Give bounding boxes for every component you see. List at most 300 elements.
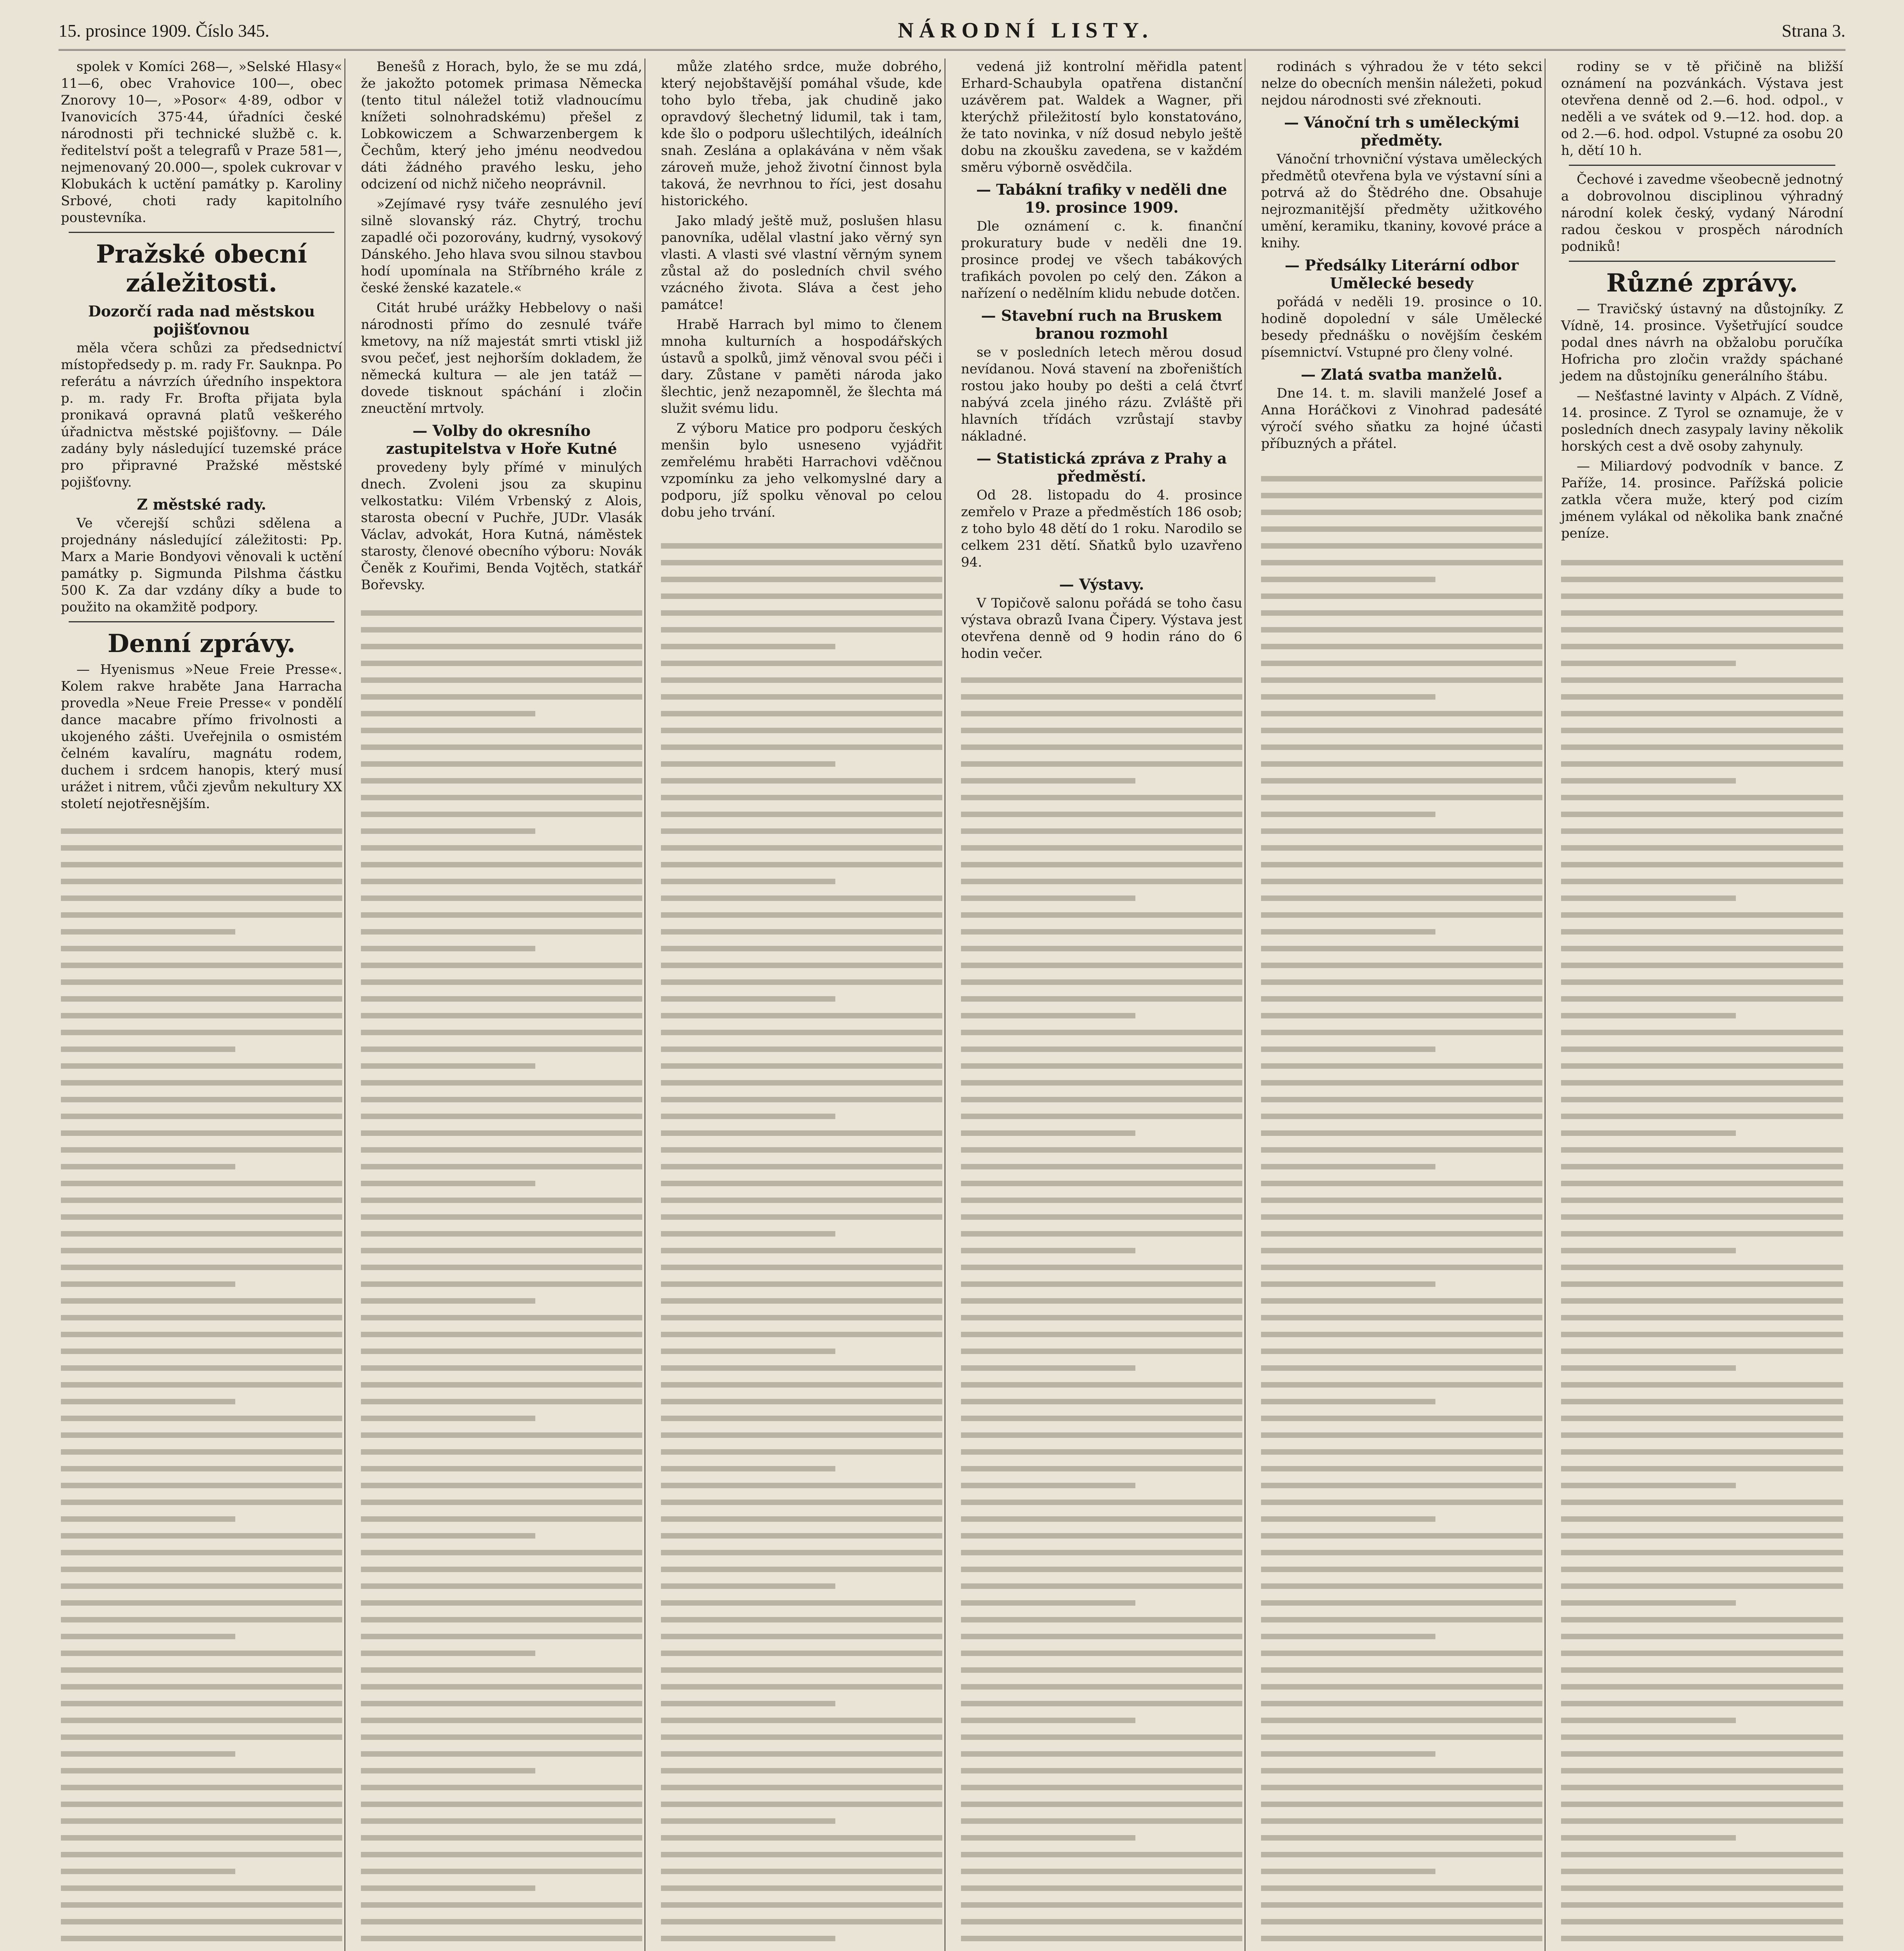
text-line-placeholder bbox=[1561, 1063, 1843, 1069]
text-line-placeholder bbox=[1261, 1567, 1542, 1572]
text-line-placeholder bbox=[61, 1600, 342, 1606]
text-line-placeholder bbox=[361, 1835, 642, 1841]
text-line-placeholder bbox=[961, 1936, 1242, 1941]
text-line-placeholder bbox=[1561, 1734, 1843, 1740]
text-line-placeholder bbox=[1261, 1248, 1542, 1253]
text-line-placeholder bbox=[361, 778, 642, 784]
text-line-placeholder bbox=[1561, 1365, 1736, 1371]
text-line-placeholder bbox=[661, 1365, 942, 1371]
text-line-placeholder bbox=[961, 1332, 1242, 1337]
appeal-paragraph: Čechové i zavedme všeobecně jednotný a dobrovolnou disciplinou výhradný národní kolek český, vydaný Národní radou českou v prospěch národních podniků! bbox=[1561, 172, 1843, 254]
text-line-placeholder bbox=[1561, 1449, 1843, 1455]
text-line-placeholder bbox=[961, 1063, 1242, 1069]
text-line-placeholder bbox=[961, 728, 1242, 733]
text-line-placeholder bbox=[361, 1063, 535, 1069]
text-line-placeholder bbox=[361, 1483, 642, 1488]
text-line-placeholder bbox=[1561, 1047, 1843, 1052]
text-line-placeholder bbox=[61, 1449, 342, 1455]
text-line-placeholder bbox=[1261, 745, 1542, 750]
text-line-placeholder bbox=[661, 946, 942, 951]
text-line-placeholder bbox=[1561, 912, 1843, 918]
text-line-placeholder bbox=[1261, 1684, 1542, 1690]
text-line-placeholder bbox=[361, 1332, 642, 1337]
text-line-placeholder bbox=[61, 946, 342, 951]
text-line-placeholder bbox=[1561, 996, 1843, 1002]
text-line-placeholder bbox=[61, 1718, 342, 1723]
text-line-placeholder bbox=[361, 745, 642, 750]
text-line-placeholder bbox=[61, 1617, 342, 1622]
text-line-placeholder bbox=[961, 1198, 1242, 1203]
text-line-placeholder bbox=[661, 1164, 942, 1169]
text-line-placeholder bbox=[1261, 1885, 1542, 1891]
text-line-placeholder bbox=[361, 1181, 535, 1186]
text-line-placeholder bbox=[661, 1567, 942, 1572]
section-heading: Denní zprávy. bbox=[107, 629, 296, 658]
text-line-placeholder bbox=[61, 1281, 235, 1287]
text-line-placeholder bbox=[661, 1332, 942, 1337]
text-line-placeholder bbox=[61, 1399, 235, 1404]
text-line-placeholder bbox=[661, 1114, 835, 1119]
text-line-placeholder bbox=[361, 912, 642, 918]
text-line-placeholder bbox=[61, 1047, 235, 1052]
text-line-placeholder bbox=[1561, 677, 1843, 683]
text-line-placeholder bbox=[961, 1114, 1242, 1119]
text-line-placeholder bbox=[961, 694, 1242, 700]
text-line-placeholder bbox=[361, 1852, 642, 1857]
text-line-placeholder bbox=[961, 946, 1242, 951]
text-line-placeholder bbox=[1561, 1248, 1736, 1253]
text-line-placeholder bbox=[961, 996, 1242, 1002]
text-line-placeholder bbox=[1261, 493, 1542, 498]
text-line-placeholder bbox=[961, 711, 1242, 716]
text-line-placeholder bbox=[1561, 1265, 1843, 1270]
text-line-placeholder bbox=[361, 661, 642, 666]
text-line-placeholder bbox=[1261, 661, 1542, 666]
text-line-placeholder bbox=[661, 1902, 942, 1908]
text-line-placeholder bbox=[61, 1885, 342, 1891]
text-line-placeholder bbox=[361, 929, 642, 935]
text-line-placeholder bbox=[1261, 728, 1542, 733]
text-line-placeholder bbox=[1561, 1869, 1843, 1874]
text-line-placeholder bbox=[661, 1265, 942, 1270]
text-line-placeholder bbox=[1561, 1567, 1843, 1572]
text-line-placeholder bbox=[361, 1349, 642, 1354]
text-line-placeholder bbox=[1261, 1667, 1542, 1673]
paragraph: pořádá v neděli 19. prosince o 10. hodině dopolední v sále Umělecké besedy přednášku o novějším českém písemnictví. Vstupné pro členy volné. bbox=[1261, 294, 1542, 360]
text-line-placeholder bbox=[61, 896, 342, 901]
text-line-placeholder bbox=[1561, 1097, 1843, 1102]
remaining-text bbox=[1561, 560, 1843, 1951]
text-line-placeholder bbox=[661, 1617, 942, 1622]
text-line-placeholder bbox=[61, 1734, 342, 1740]
subheading: — Volby do okresního zastupitelstva v Hoře Kutné bbox=[386, 422, 617, 457]
text-line-placeholder bbox=[661, 1667, 942, 1673]
text-line-placeholder bbox=[961, 1835, 1135, 1841]
text-line-placeholder bbox=[61, 1315, 342, 1320]
remaining-text bbox=[961, 677, 1242, 1951]
text-line-placeholder bbox=[361, 728, 642, 733]
paragraph: — Hyenismus »Neue Freie Presse«. Kolem rakve hraběte Jana Harracha provedla »Neue Freie Presse« v pondělí dance macabre přímo frivolnosti a ukojeného zášti. Uveřejnila o osmistém čelném kavalíru, magnátu rodem, duchem i srdcem hanopis, který musí urážet i nitrem, vůči zjevům nekultury XX století nejotřesnějším. bbox=[61, 662, 342, 812]
text-line-placeholder bbox=[361, 711, 535, 716]
text-line-placeholder bbox=[661, 1533, 942, 1539]
text-line-placeholder bbox=[1261, 1097, 1542, 1102]
text-line-placeholder bbox=[361, 1869, 642, 1874]
text-line-placeholder bbox=[1261, 1919, 1542, 1924]
text-line-placeholder bbox=[661, 543, 942, 549]
text-line-placeholder bbox=[661, 778, 942, 784]
text-line-placeholder bbox=[661, 1651, 942, 1656]
text-line-placeholder bbox=[1261, 593, 1542, 599]
remaining-text bbox=[61, 828, 342, 1951]
text-line-placeholder bbox=[1561, 862, 1843, 867]
text-line-placeholder bbox=[361, 1718, 642, 1723]
text-line-placeholder bbox=[1261, 526, 1542, 532]
text-line-placeholder bbox=[1561, 1298, 1843, 1304]
text-line-placeholder bbox=[361, 1734, 642, 1740]
text-line-placeholder bbox=[661, 1399, 942, 1404]
text-line-placeholder bbox=[361, 979, 642, 985]
text-line-placeholder bbox=[1561, 1181, 1843, 1186]
text-line-placeholder bbox=[61, 1030, 342, 1035]
text-line-placeholder bbox=[961, 1718, 1135, 1723]
text-line-placeholder bbox=[61, 1332, 342, 1337]
text-line-placeholder bbox=[361, 610, 642, 616]
text-line-placeholder bbox=[661, 1869, 942, 1874]
text-line-placeholder bbox=[61, 1869, 235, 1874]
text-line-placeholder bbox=[361, 1214, 642, 1220]
text-line-placeholder bbox=[661, 1919, 942, 1924]
text-line-placeholder bbox=[1561, 1466, 1843, 1471]
text-line-placeholder bbox=[961, 1634, 1242, 1639]
text-line-placeholder bbox=[661, 1718, 942, 1723]
text-line-placeholder bbox=[361, 828, 535, 834]
text-line-placeholder bbox=[661, 1382, 942, 1388]
text-line-placeholder bbox=[1561, 1533, 1843, 1539]
text-line-placeholder bbox=[961, 929, 1242, 935]
text-line-placeholder bbox=[61, 1483, 342, 1488]
text-line-placeholder bbox=[661, 828, 942, 834]
text-line-placeholder bbox=[1561, 1349, 1843, 1354]
text-line-placeholder bbox=[361, 1449, 642, 1455]
text-line-placeholder bbox=[661, 795, 942, 800]
text-line-placeholder bbox=[1261, 1382, 1542, 1388]
paragraph: spolek v Komíci 268—, »Selské Hlasy« 11—6, obec Vrahovice 100—, obec Znorovy 10—, »Posor« 4·89, odbor v Ivanovicích 375·44, úřadníci české národnosti při technické službě c. k. ředitelství pošt a telegrafů v Praze 581—, nejmenovaný 20.000—, spolek cukrovar v Klobukách k uctění památky p. Karoliny Srbové, choti rady kapitolního poustevníka. bbox=[61, 59, 342, 226]
text-line-placeholder bbox=[61, 1751, 235, 1757]
issue-date: 15. prosince 1909. Číslo 345. bbox=[59, 20, 270, 41]
text-line-placeholder bbox=[1561, 1315, 1843, 1320]
text-line-placeholder bbox=[361, 1768, 535, 1773]
text-line-placeholder bbox=[1261, 1869, 1435, 1874]
text-line-placeholder bbox=[661, 1600, 942, 1606]
text-line-placeholder bbox=[961, 1013, 1135, 1018]
text-line-placeholder bbox=[1561, 1432, 1843, 1438]
text-line-placeholder bbox=[1561, 694, 1843, 700]
text-line-placeholder bbox=[1561, 896, 1736, 901]
text-line-placeholder bbox=[661, 1768, 942, 1773]
text-line-placeholder bbox=[61, 1818, 342, 1824]
subheading: — Tabákní trafiky v neděli dne 19. prosince 1909. bbox=[976, 181, 1227, 216]
paragraph: Ve včerejší schůzi sdělena a projednány následující záležitosti: Pp. Marx a Marie Bondyovi věnovali k uctění památky p. Sigmunda Pilshma částku 500 K. Za dar vzdány díky a bude to použito na okamžitě podpory. bbox=[61, 515, 342, 615]
text-line-placeholder bbox=[961, 1902, 1242, 1908]
text-line-placeholder bbox=[661, 560, 942, 565]
text-line-placeholder bbox=[661, 1835, 942, 1841]
text-line-placeholder bbox=[361, 1315, 642, 1320]
text-line-placeholder bbox=[61, 996, 342, 1002]
text-line-placeholder bbox=[961, 1567, 1242, 1572]
text-line-placeholder bbox=[1261, 845, 1542, 851]
text-line-placeholder bbox=[961, 1097, 1242, 1102]
text-line-placeholder bbox=[961, 1265, 1242, 1270]
paragraph: může zlatého srdce, muže dobrého, který nejobštavější pomáhal všude, kde toho bylo třeba, jak chudině jako opravdový šlechetný lidumil, tak i tam, kde šlo o podporu ušlechtilých, ideálních snah. Zeslána a oplakávána v něm však zároveň muže, jehož životní činnost byla taková, že nevrhnou to říci, jest dosahu historického. bbox=[661, 59, 942, 209]
text-line-placeholder bbox=[1261, 1315, 1542, 1320]
paragraph: Citát hrubé urážky Hebbelovy o naši národnosti přímo do zesnulé tváře kmetovy, na níž majestát smrti vtiskl již svou pečeť, jest nejhorším dokladem, že německá kultura — ale jen tatáž — dovede tisknout spáchání i zločin zneuctění mrtvoly. bbox=[361, 300, 642, 416]
text-line-placeholder bbox=[61, 1550, 342, 1555]
text-line-placeholder bbox=[961, 862, 1242, 867]
column-3 bbox=[659, 59, 945, 1951]
text-line-placeholder bbox=[1261, 1365, 1542, 1371]
divider bbox=[1569, 165, 1835, 166]
text-line-placeholder bbox=[1561, 1667, 1843, 1673]
text-line-placeholder bbox=[61, 1936, 342, 1941]
text-line-placeholder bbox=[1561, 1617, 1843, 1622]
text-line-placeholder bbox=[1261, 1500, 1542, 1505]
text-line-placeholder bbox=[361, 1634, 642, 1639]
text-line-placeholder bbox=[961, 979, 1242, 985]
text-line-placeholder bbox=[1261, 1130, 1542, 1136]
text-line-placeholder bbox=[1261, 1449, 1542, 1455]
text-line-placeholder bbox=[961, 1667, 1242, 1673]
column-4 bbox=[959, 59, 1245, 1951]
remaining-text bbox=[361, 610, 642, 1951]
text-line-placeholder bbox=[961, 1298, 1242, 1304]
text-line-placeholder bbox=[61, 1432, 342, 1438]
text-line-placeholder bbox=[61, 1500, 342, 1505]
text-line-placeholder bbox=[1261, 862, 1542, 867]
text-line-placeholder bbox=[1561, 1281, 1843, 1287]
text-line-placeholder bbox=[361, 1147, 642, 1153]
text-line-placeholder bbox=[61, 1063, 342, 1069]
text-line-placeholder bbox=[961, 1466, 1242, 1471]
text-line-placeholder bbox=[1561, 1885, 1843, 1891]
text-line-placeholder bbox=[361, 862, 642, 867]
text-line-placeholder bbox=[1261, 627, 1542, 633]
text-line-placeholder bbox=[1561, 1751, 1843, 1757]
column-5 bbox=[1259, 59, 1545, 1951]
text-line-placeholder bbox=[661, 1231, 835, 1237]
text-line-placeholder bbox=[1261, 996, 1542, 1002]
text-line-placeholder bbox=[961, 1349, 1242, 1354]
text-line-placeholder bbox=[361, 1567, 642, 1572]
text-line-placeholder bbox=[61, 1231, 342, 1237]
text-line-placeholder bbox=[1561, 1164, 1843, 1169]
text-line-placeholder bbox=[361, 795, 642, 800]
text-line-placeholder bbox=[361, 1432, 642, 1438]
text-line-placeholder bbox=[61, 1516, 235, 1522]
text-line-placeholder bbox=[661, 1181, 942, 1186]
text-line-placeholder bbox=[661, 1416, 942, 1421]
text-line-placeholder bbox=[661, 593, 942, 599]
text-line-placeholder bbox=[361, 1500, 642, 1505]
text-line-placeholder bbox=[361, 1114, 642, 1119]
text-line-placeholder bbox=[61, 1684, 342, 1690]
text-line-placeholder bbox=[61, 1080, 342, 1086]
text-line-placeholder bbox=[1561, 1500, 1843, 1505]
text-line-placeholder bbox=[961, 1600, 1135, 1606]
text-line-placeholder bbox=[961, 1483, 1135, 1488]
text-line-placeholder bbox=[61, 963, 342, 968]
text-line-placeholder bbox=[361, 1080, 642, 1086]
text-line-placeholder bbox=[661, 896, 942, 901]
text-line-placeholder bbox=[661, 577, 942, 582]
text-line-placeholder bbox=[1261, 1164, 1435, 1169]
text-line-placeholder bbox=[661, 1751, 942, 1757]
text-line-placeholder bbox=[61, 1147, 342, 1153]
text-line-placeholder bbox=[361, 845, 642, 851]
text-line-placeholder bbox=[1261, 1651, 1542, 1656]
text-line-placeholder bbox=[361, 1013, 642, 1018]
text-line-placeholder bbox=[1561, 979, 1843, 985]
text-line-placeholder bbox=[1561, 761, 1843, 767]
text-line-placeholder bbox=[961, 1802, 1242, 1807]
text-line-placeholder bbox=[961, 1399, 1242, 1404]
text-line-placeholder bbox=[1261, 1298, 1542, 1304]
text-line-placeholder bbox=[661, 1885, 942, 1891]
text-line-placeholder bbox=[1261, 1080, 1542, 1086]
text-line-placeholder bbox=[1261, 1030, 1542, 1035]
subheading: — Zlatá svatba manželů. bbox=[1300, 366, 1503, 383]
text-line-placeholder bbox=[661, 879, 835, 884]
text-line-placeholder bbox=[961, 963, 1242, 968]
text-line-placeholder bbox=[361, 896, 642, 901]
text-line-placeholder bbox=[1261, 1147, 1542, 1153]
text-line-placeholder bbox=[61, 1248, 342, 1253]
text-line-placeholder bbox=[1261, 1332, 1542, 1337]
paragraph: Od 28. listopadu do 4. prosince zemřelo v Praze a předměstích 186 osob; z toho bylo 48 dětí do 1 roku. Narodilo se celkem 231 dětí. Sňatků bylo uzavřeno 94. bbox=[961, 487, 1242, 570]
text-line-placeholder bbox=[661, 1198, 942, 1203]
text-line-placeholder bbox=[361, 1399, 642, 1404]
text-line-placeholder bbox=[1261, 1214, 1542, 1220]
paragraph: Z výboru Matice pro podporu českých menšin bylo usneseno vyjádřit zemřelému hraběti Harrachovi vděčnou vzpomínku za jeho velkomyslné dary a podporu, jíž spolku věnoval po celou dobu jeho trvání. bbox=[661, 421, 942, 520]
text-line-placeholder bbox=[661, 812, 942, 817]
text-line-placeholder bbox=[1261, 879, 1542, 884]
text-line-placeholder bbox=[661, 1315, 942, 1320]
column-6 bbox=[1559, 59, 1845, 1951]
text-line-placeholder bbox=[61, 1365, 342, 1371]
text-line-placeholder bbox=[61, 1919, 342, 1924]
text-line-placeholder bbox=[661, 761, 835, 767]
text-line-placeholder bbox=[361, 1516, 642, 1522]
text-line-placeholder bbox=[1561, 1919, 1843, 1924]
text-line-placeholder bbox=[961, 1382, 1242, 1388]
text-line-placeholder bbox=[1561, 1382, 1843, 1388]
text-line-placeholder bbox=[961, 761, 1242, 767]
text-line-placeholder bbox=[961, 1500, 1242, 1505]
text-line-placeholder bbox=[1261, 1013, 1542, 1018]
text-line-placeholder bbox=[661, 1785, 942, 1790]
text-line-placeholder bbox=[961, 1734, 1242, 1740]
text-line-placeholder bbox=[1561, 828, 1843, 834]
text-line-placeholder bbox=[961, 1449, 1242, 1455]
subheading: — Statistická zpráva z Prahy a předměstí. bbox=[976, 450, 1227, 485]
text-line-placeholder bbox=[361, 1885, 535, 1891]
text-line-placeholder bbox=[961, 745, 1242, 750]
paragraph: měla včera schůzi za předsednictví místopředsedy p. m. rady Fr. Sauknpa. Po referátu a návrzích úředního inspektora p. m. rady Fr. Brofta přijata byla pronikavá opravná platů veškerého úřadnictva městské pojišťovny. — Dále zadány byly následující tuzemské práce pro připravné Pražské městské pojišťovny. bbox=[61, 340, 342, 490]
text-line-placeholder bbox=[661, 963, 942, 968]
text-line-placeholder bbox=[661, 1583, 835, 1589]
subheading: Dozorčí rada nad městskou pojišťovnou bbox=[88, 302, 315, 338]
text-line-placeholder bbox=[661, 1130, 942, 1136]
text-line-placeholder bbox=[961, 1365, 1135, 1371]
text-line-placeholder bbox=[361, 1164, 642, 1169]
text-line-placeholder bbox=[661, 1281, 942, 1287]
text-line-placeholder bbox=[361, 1298, 535, 1304]
text-line-placeholder bbox=[661, 1852, 942, 1857]
text-line-placeholder bbox=[61, 1382, 342, 1388]
text-line-placeholder bbox=[661, 1466, 835, 1471]
text-line-placeholder bbox=[361, 1651, 535, 1656]
text-line-placeholder bbox=[661, 1500, 942, 1505]
paragraph: — Miliardový podvodník v bance. Z Paříže, 14. prosince. Pařížská policie zatkla včera muže, který pod cizím jménem vylákal od několika bank značné peníze. bbox=[1561, 458, 1843, 541]
text-line-placeholder bbox=[1561, 1600, 1736, 1606]
text-line-placeholder bbox=[361, 1047, 642, 1052]
paragraph: Vánoční trhovniční výstava uměleckých předmětů otevřena byla ve výstavní síni a potrvá až do Štědrého dne. Obsahuje nejrozmanitější předměty užitkového umění, keramiku, tkaniny, kovové práce a knihy. bbox=[1261, 151, 1542, 251]
text-line-placeholder bbox=[1261, 812, 1435, 817]
text-line-placeholder bbox=[61, 828, 342, 834]
text-columns bbox=[59, 59, 1845, 1951]
text-line-placeholder bbox=[661, 1349, 835, 1354]
text-line-placeholder bbox=[661, 1684, 942, 1690]
paragraph: Hrabě Harrach byl mimo to členem mnoha kulturních a hospodářských ústavů a spolků, jimž věnoval svou péči i dary. Zůstane v paměti národa jako šlechtic, jenž nezapomněl, že šlechta má služit svému lidu. bbox=[661, 317, 942, 416]
text-line-placeholder bbox=[361, 1751, 642, 1757]
text-line-placeholder bbox=[661, 979, 942, 985]
text-line-placeholder bbox=[361, 1785, 642, 1790]
text-line-placeholder bbox=[1561, 1768, 1843, 1773]
newspaper-title: NÁRODNÍ LISTY. bbox=[898, 18, 1153, 43]
text-line-placeholder bbox=[1561, 1651, 1843, 1656]
text-line-placeholder bbox=[361, 1030, 642, 1035]
text-line-placeholder bbox=[1261, 476, 1542, 482]
text-line-placeholder bbox=[1561, 593, 1843, 599]
text-line-placeholder bbox=[1261, 1533, 1542, 1539]
text-line-placeholder bbox=[361, 1583, 642, 1589]
text-line-placeholder bbox=[1261, 979, 1542, 985]
text-line-placeholder bbox=[1561, 812, 1843, 817]
text-line-placeholder bbox=[1261, 963, 1542, 968]
text-line-placeholder bbox=[961, 1651, 1242, 1656]
text-line-placeholder bbox=[1561, 879, 1843, 884]
text-line-placeholder bbox=[1561, 577, 1843, 582]
divider bbox=[69, 621, 334, 622]
text-line-placeholder bbox=[661, 1298, 942, 1304]
text-line-placeholder bbox=[661, 996, 835, 1002]
text-line-placeholder bbox=[1261, 560, 1542, 565]
text-line-placeholder bbox=[361, 1097, 642, 1102]
remaining-text bbox=[1261, 476, 1542, 1951]
text-line-placeholder bbox=[1561, 1634, 1843, 1639]
text-line-placeholder bbox=[61, 1701, 342, 1706]
text-line-placeholder bbox=[1261, 1852, 1542, 1857]
text-line-placeholder bbox=[61, 1768, 342, 1773]
text-line-placeholder bbox=[61, 1567, 342, 1572]
text-line-placeholder bbox=[1561, 1835, 1736, 1841]
divider bbox=[1569, 261, 1835, 262]
text-line-placeholder bbox=[961, 1181, 1242, 1186]
text-line-placeholder bbox=[1561, 1802, 1843, 1807]
text-line-placeholder bbox=[361, 879, 642, 884]
text-line-placeholder bbox=[961, 1617, 1242, 1622]
text-line-placeholder bbox=[1261, 896, 1542, 901]
text-line-placeholder bbox=[961, 1147, 1242, 1153]
